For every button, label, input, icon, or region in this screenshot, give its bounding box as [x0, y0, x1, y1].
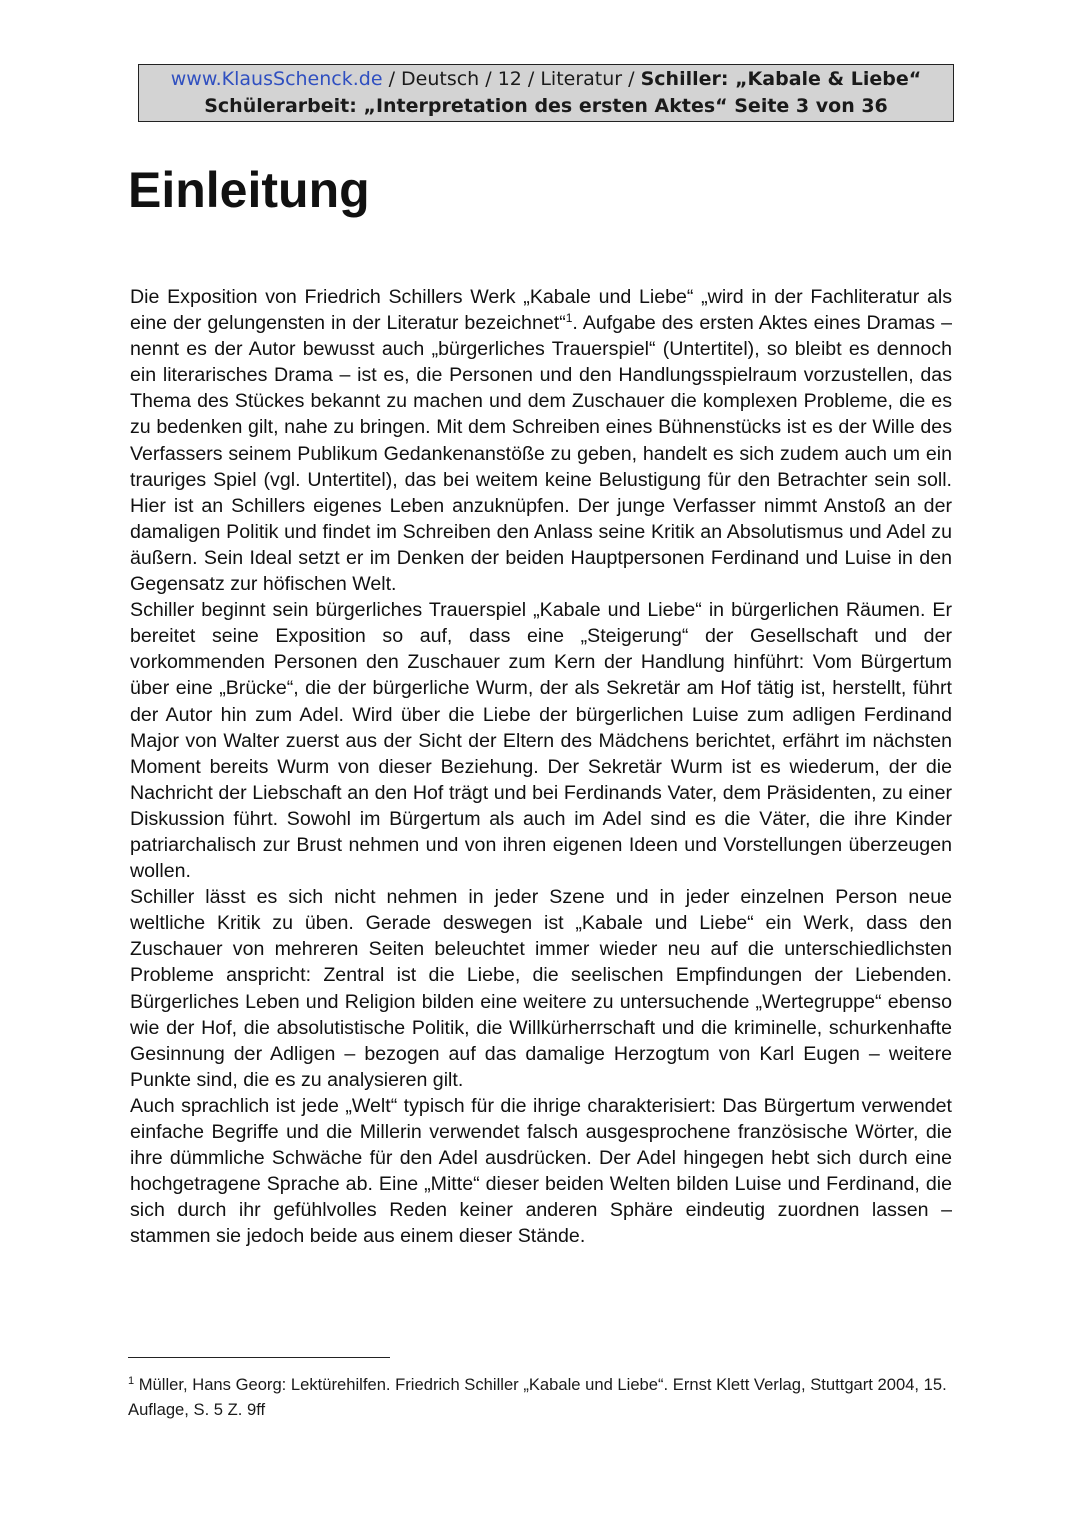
site-link[interactable]: www.KlausSchenck.de — [170, 68, 383, 90]
footnote-number: 1 — [128, 1375, 135, 1387]
footnote-reference[interactable]: 1 — [565, 311, 573, 326]
paragraph-1-part-b: . Aufgabe des ersten Aktes eines Dramas – nennt es der Autor bewusst auch „bürgerliches Trauerspiel“ (Untertitel), so bleibt es dennoch ein literarisches Drama – ist es, die Personen und den Handlungsspielraum vorzustellen, das Thema des Stückes bekannt zu machen und dem Zuschauer die komplexen Probleme, die es zu bedenken gilt, nahe zu bringen. Mit dem Schreiben eines Bühnenstücks ist es der Wille des Verfassers seinem Publikum Gedankenanstöße zu geben, handelt es sich zudem auch um ein trauriges Spiel (vgl. Untertitel), das bei weitem keine Belustigung für den Betrachter sein soll. Hier ist an Schillers eigenes Leben anzuknüpfen. Der junge Verfasser nimmt Anstoß an der damaligen Politik und findet im Schreiben den Anlass seine Kritik an Absolutismus und Adel zu äußern. Sein Ideal setzt er im Denken der beiden Hauptpersonen Ferdinand und Luise in den Gegensatz zur höfischen Welt. — [130, 312, 952, 596]
paragraph-3: Schiller lässt es sich nicht nehmen in jeder Szene und in jeder einzelnen Person neue weltliche Kritik zu üben. Gerade deswegen ist „Kabale und Liebe“ ein Werk, dass den Zuschauer von mehreren Seiten beleuchtet immer wieder neu auf die unterschiedlichsten Probleme anspricht: Zentral ist die Liebe, die seelischen Empfindungen der Liebenden. Bürgerliches Leben und Religion bilden eine weitere zu untersuchende „Wertegruppe“ ebenso wie der Hof, die absolutistische Politik, die Willkürherrschaft und die kriminelle, schurkenhafte Gesinnung der Adligen – bezogen auf das damalige Herzogtum von Karl Eugen – weitere Punkte sind, die es zu analysieren gilt. — [130, 886, 952, 1091]
footnote-text: Müller, Hans Georg: Lektürehilfen. Friedrich Schiller „Kabale und Liebe“. Ernst Klett Verlag, Stuttgart 2004, 15. Auflage, S. 5 Z. 9ff — [128, 1375, 947, 1419]
header-work-title: Schiller: „Kabale & Liebe“ — [640, 68, 922, 90]
page-header — [138, 64, 954, 122]
header-breadcrumb: / Deutsch / 12 / Literatur / — [382, 68, 641, 90]
page-title: Einleitung — [128, 162, 370, 218]
body-text — [130, 284, 952, 1249]
paragraph-1 — [130, 284, 952, 597]
header-line-2: Schülerarbeit: „Interpretation des ersten Aktes“ Seite 3 von 36 — [204, 95, 888, 117]
paragraph-4: Auch sprachlich ist jede „Welt“ typisch für die ihrige charakterisiert: Das Bürgertum verwendet einfache Begriffe und die Millerin verwendet falsch ausgesprochene französische Wörter, die ihre dümmliche Schwäche für den Adel ausdrücken. Der Adel hingegen hebt sich durch eine hochgetragene Sprache ab. Eine „Mitte“ dieser beiden Welten bilden Luise und Ferdinand, die sich durch ihr gefühlvolles Reden keiner anderen Sphäre eindeutig zuordnen lassen – stammen sie jedoch beide aus einem dieser Stände. — [130, 1094, 952, 1248]
header-line-1 — [139, 66, 953, 93]
footnote-divider — [128, 1357, 390, 1358]
paragraph-2: Schiller beginnt sein bürgerliches Trauerspiel „Kabale und Liebe“ in bürgerlichen Räumen. Er bereitet seine Exposition so auf, dass eine „Steigerung“ der Gesellschaft und der vorkommenden Personen den Zuschauer zum Kern der Handlung hinführt: Vom Bürgertum über eine „Brücke“, die der bürgerliche Wurm, der als Sekretär am Hof tätig ist, herstellt, führt der Autor hin zum Adel. Wird über die Liebe der bürgerlichen Luise zum adligen Ferdinand Major von Walter zuerst aus der Sicht der Eltern des Mädchens berichtet, erfährt im nächsten Moment bereits Wurm von dieser Beziehung. Der Sekretär Wurm ist es wiederum, der die Nachricht der Liebschaft an den Hof trägt und bei Ferdinands Vater, dem Präsidenten, zu einer Diskussion führt. Sowohl im Bürgertum als auch im Adel sind es die Väter, die ihre Kinder patriarchalisch zur Brust nehmen und von ihren eigenen Ideen und Vorstellungen überzeugen wollen. — [130, 599, 952, 883]
footnote — [128, 1372, 958, 1422]
paragraph-1-part-a: Die Exposition von Friedrich Schillers Werk „Kabale und Liebe“ „wird in der Fachliteratur als eine der gelungensten in der Literatur bezeichnet“ — [130, 286, 952, 335]
